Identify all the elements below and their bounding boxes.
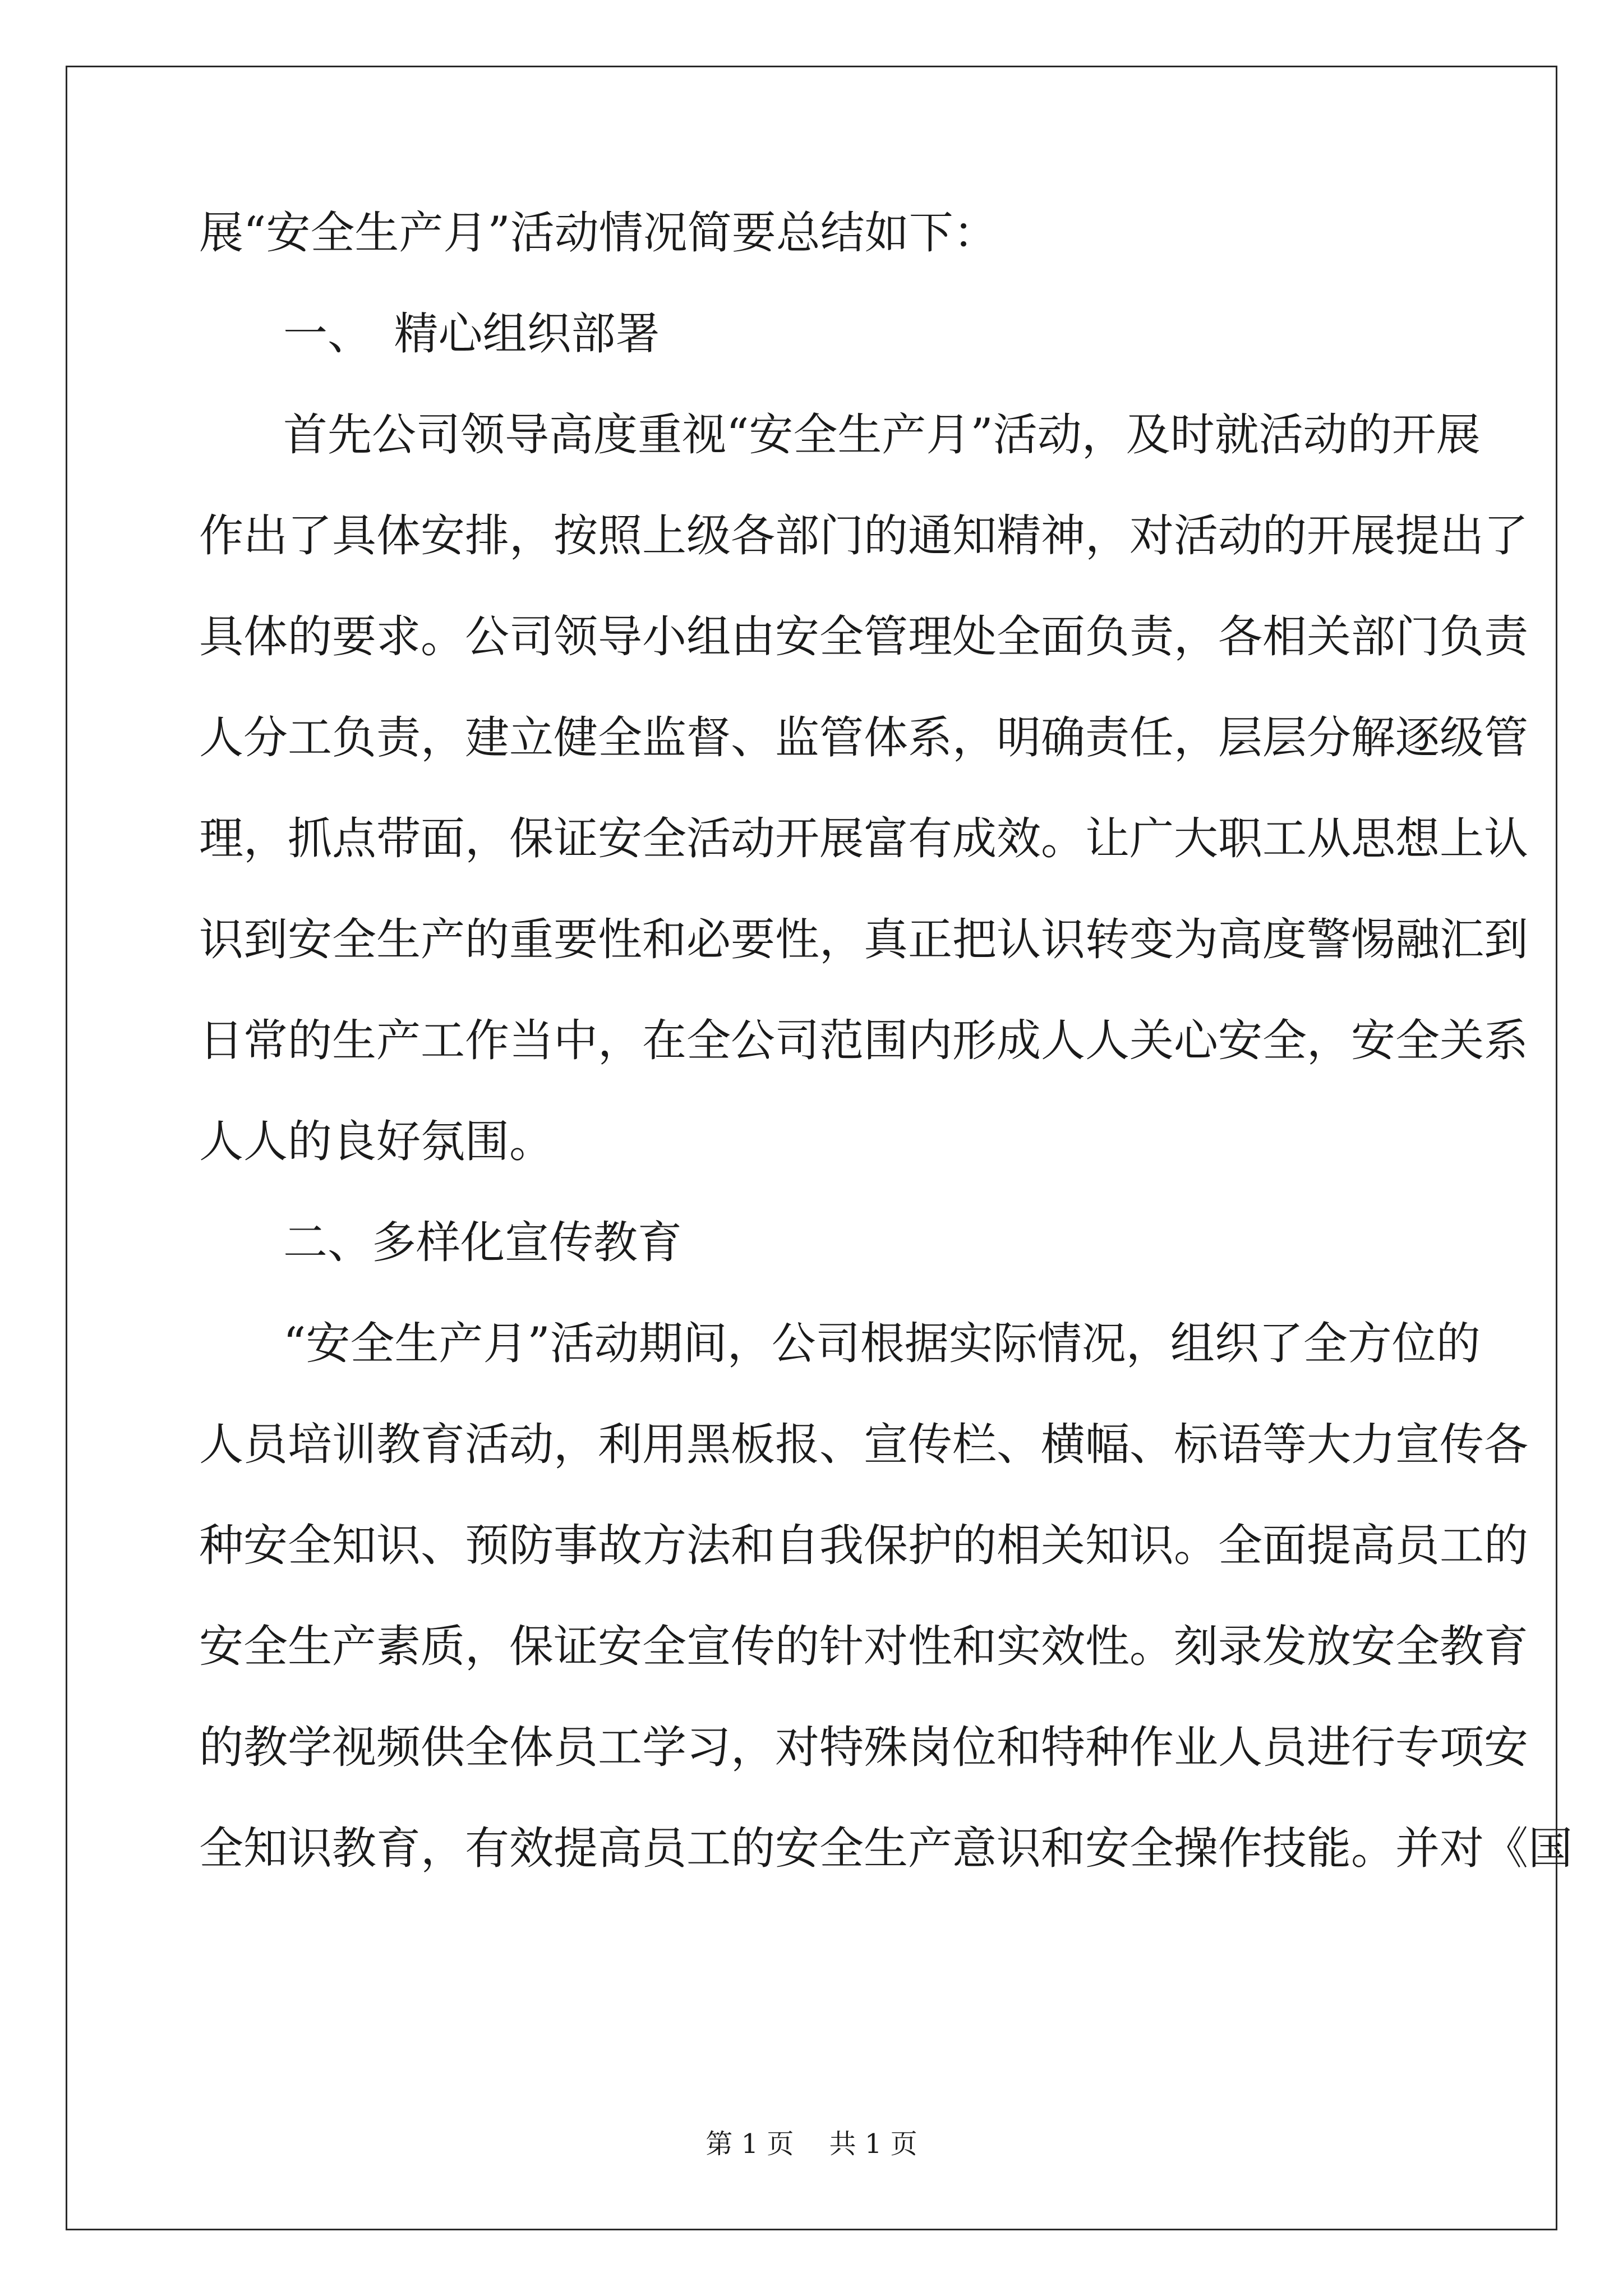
paragraph-line: 理，抓点带面，保证安全活动开展富有成效。让广大职工从思想上认 <box>199 813 1528 864</box>
paragraph-line: 安全生产素质，保证安全宣传的针对性和实效性。刻录发放安全教育 <box>199 1621 1528 1672</box>
paragraph-line: 作出了具体安排，按照上级各部门的通知精神，对活动的开展提出了 <box>199 510 1528 562</box>
paragraph-line: 人员培训教育活动，利用黑板报、宣传栏、横幅、标语等大力宣传各 <box>199 1419 1528 1470</box>
paragraph-line: 首先公司领导高度重视“安全生产月”活动，及时就活动的开展 <box>283 409 1481 461</box>
paragraph-line: 人分工负责，建立健全监督、监管体系，明确责任，层层分解逐级管 <box>199 712 1528 763</box>
paragraph-line: 具体的要求。公司领导小组由安全管理处全面负责，各相关部门负责 <box>199 611 1528 662</box>
paragraph-line: 全知识教育，有效提高员工的安全生产意识和安全操作技能。并对《国 <box>199 1823 1573 1874</box>
paragraph-line: 人人的良好氛围。 <box>199 1116 554 1167</box>
paragraph-line: 种安全知识、预防事故方法和自我保护的相关知识。全面提高员工的 <box>199 1520 1528 1571</box>
paragraph-line: 的教学视频供全体员工学习，对特殊岗位和特种作业人员进行专项安 <box>199 1722 1528 1773</box>
paragraph-line: 识到安全生产的重要性和必要性，真正把认识转变为高度警惕融汇到 <box>199 914 1528 965</box>
paragraph-line: 日常的生产工作当中，在全公司范围内形成人人关心安全，安全关系 <box>199 1015 1528 1066</box>
paragraph-line: 展“安全生产月”活动情况简要总结如下： <box>199 207 998 259</box>
page-number-footer: 第 1 页 共 1 页 <box>706 2128 917 2160</box>
section-heading: 一、 精心组织部署 <box>283 308 660 360</box>
paragraph-line: “安全生产月”活动期间，公司根据实际情况，组织了全方位的 <box>283 1318 1481 1369</box>
section-heading: 二、多样化宣传教育 <box>283 1217 682 1268</box>
